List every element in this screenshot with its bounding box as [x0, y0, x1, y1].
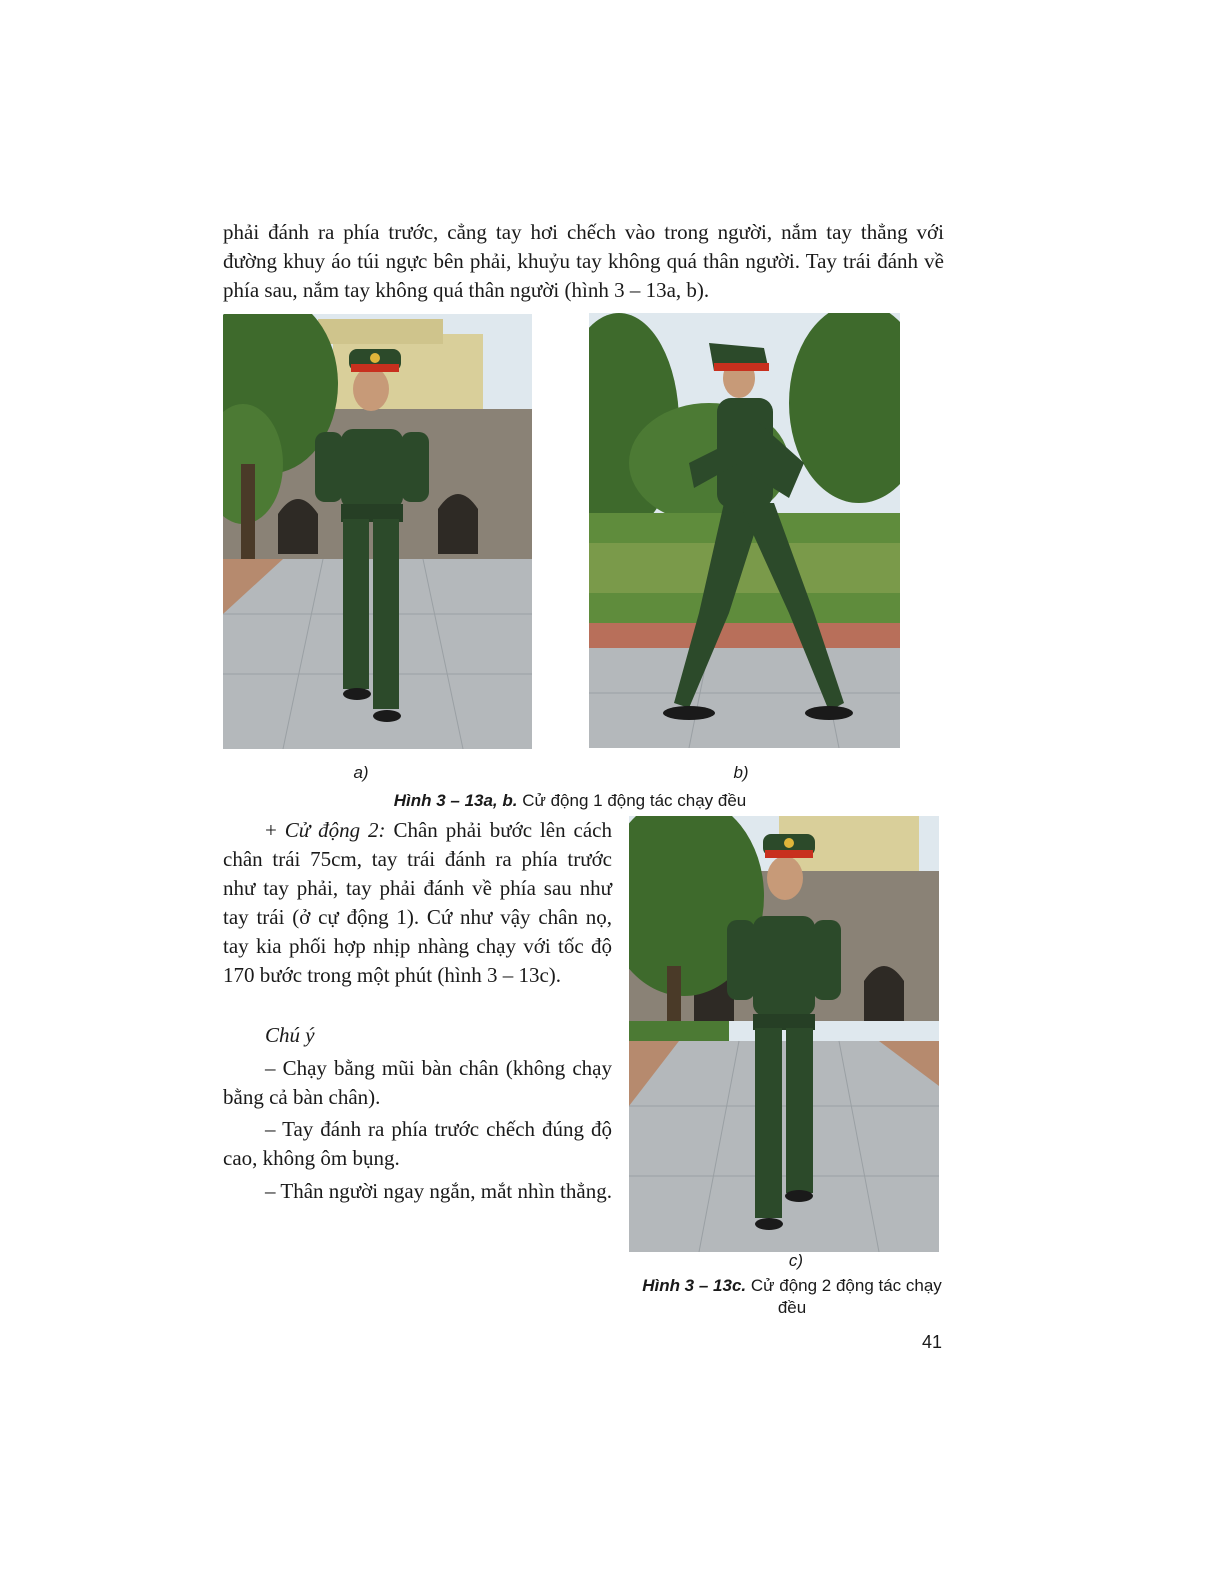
- figure-label-b: b): [733, 763, 749, 782]
- caption-text: Cử động 1 động tác chạy đều: [522, 791, 747, 810]
- figure-label-a: a): [353, 763, 369, 782]
- photo-figure-3-13c: [629, 816, 939, 1252]
- top-paragraph: phải đánh ra phía trước, cẳng tay hơi chếch vào trong người, nắm tay thẳng với đường khuy áo túi ngực bên phải, khuỷu tay không quá thân người. Tay trái đánh về phía sau, nắm tay không quá thân người (hình 3 – 13a, b).: [223, 220, 944, 302]
- cu-dong-2-label: Cử động 2:: [284, 818, 386, 842]
- caption-c-number: Hình 3 – 13c.: [642, 1276, 747, 1295]
- bullet-prefix: +: [265, 818, 285, 842]
- note-item-2: – Tay đánh ra phía trước chếch đúng độ cao, không ôm bụng.: [223, 1117, 612, 1170]
- note-item-3: – Thân người ngay ngắn, mắt nhìn thẳng.: [265, 1179, 612, 1203]
- caption-number: Hình 3 – 13a, b.: [393, 791, 518, 810]
- photo-figure-3-13a: [223, 314, 532, 749]
- figure-caption-3-13ab: [300, 790, 840, 812]
- photo-figure-3-13b: [589, 313, 900, 748]
- page-number: 41: [922, 1332, 943, 1352]
- note-item-1: – Chạy bằng mũi bàn chân (không chạy bằng cả bàn chân).: [223, 1056, 612, 1109]
- figure-label-c: c): [788, 1251, 804, 1270]
- caption-c-text: Cử động 2 động tác chạy đều: [750, 1276, 942, 1317]
- note-heading: Chú ý: [265, 1023, 315, 1047]
- figure-caption-3-13c: [640, 1275, 944, 1319]
- paragraph-cu-dong-2: [223, 816, 612, 990]
- cu-dong-2-text: Chân phải bước lên cách chân trái 75cm, tay trái đánh ra phía trước như tay phải, tay phải đánh về phía sau như tay trái (ở cự động 1). Cứ như vậy chân nọ, tay kia phối hợp nhịp nhàng chạy với tốc độ 170 bước trong một phút (hình 3 – 13c).: [223, 818, 612, 987]
